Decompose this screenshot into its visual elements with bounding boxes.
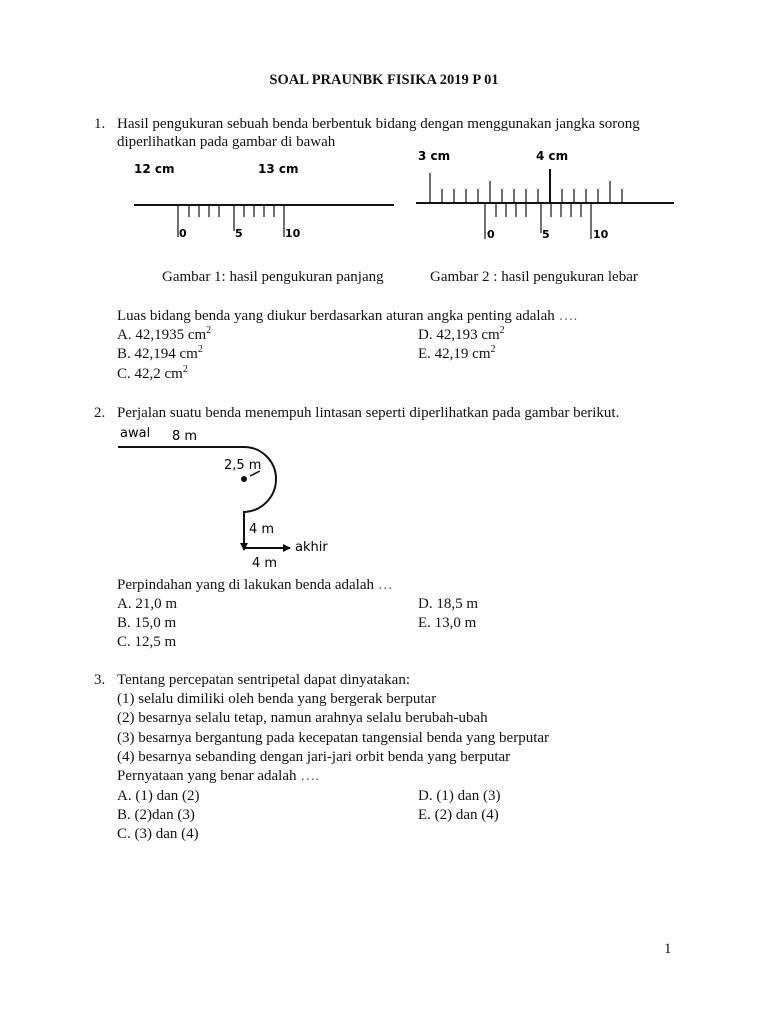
q3-option-c[interactable]: C. (3) dan (4) [117, 826, 199, 842]
q2-option-d[interactable]: D. 18,5 m [418, 596, 478, 612]
path-figure [110, 420, 370, 575]
q2-option-a[interactable]: A. 21,0 m [117, 596, 177, 612]
fig2-main-left-label: 3 cm [418, 149, 451, 163]
circle-center-dot [241, 476, 247, 482]
page-title: SOAL PRAUNBK FISIKA 2019 P 01 [269, 72, 499, 88]
q3-statement-3: (3) besarnya bergantung pada kecepatan tangensial benda yang berputar [117, 730, 550, 746]
fig2-main-right-label: 4 cm [536, 149, 569, 163]
q1-number: 1. [94, 116, 106, 132]
q1-option-d[interactable]: D. 42,193 $cm^2$ [418, 325, 505, 343]
q3-statement-1: (1) selalu dimiliki oleh benda yang bergerak berputar [117, 691, 437, 707]
q1-option-e[interactable]: E. 42,19 $cm^2$ [418, 344, 496, 362]
q1-text-line2: diperlihatkan pada gambar di bawah [117, 134, 336, 150]
path-seg1-label: 8 m [172, 429, 198, 444]
caliper-figure-2 [412, 145, 682, 250]
fig2-vernier-10: 10 [593, 228, 609, 241]
path-seg3-label: 4 m [252, 556, 278, 571]
q3-statement-4: (4) besarnya sebanding dengan jari-jari orbit benda yang berputar [117, 749, 511, 765]
q2-text: Perjalan suatu benda menempuh lintasan seperti diperlihatkan pada gambar berikut. [117, 405, 620, 421]
q2-option-c[interactable]: C. 12,5 m [117, 634, 177, 650]
q3-option-e[interactable]: E. (2) dan (4) [418, 807, 499, 823]
q1-option-c[interactable]: C. 42,2 $cm^2$ [117, 364, 188, 382]
q2-question: Perpindahan yang di lakukan benda adalah … [117, 577, 393, 593]
path-start-label: awal [120, 426, 151, 441]
q3-option-a[interactable]: A. (1) dan (2) [117, 788, 200, 804]
q3-option-b[interactable]: B. (2)dan (3) [117, 807, 195, 823]
q2-option-b[interactable]: B. 15,0 m [117, 615, 177, 631]
fig1-vernier-0: 0 [179, 227, 187, 240]
caliper-figure-1 [125, 155, 405, 250]
q2-number: 2. [94, 405, 106, 421]
fig1-vernier-5: 5 [235, 227, 243, 240]
q3-statement-2: (2) besarnya selalu tetap, namun arahnya selalu berubah-ubah [117, 710, 488, 726]
q1-question: Luas bidang benda yang diukur berdasarkan aturan angka penting adalah …. [117, 308, 578, 324]
q3-text: Tentang percepatan sentripetal dapat dinyatakan: [117, 672, 410, 688]
q3-question: Pernyataan yang benar adalah …. [117, 768, 319, 784]
fig2-vernier-0: 0 [487, 228, 495, 241]
path-radius-label: 2,5 m [224, 458, 262, 473]
fig1-vernier-ticks [178, 205, 284, 237]
q3-option-d[interactable]: D. (1) dan (3) [418, 788, 501, 804]
q2-option-e[interactable]: E. 13,0 m [418, 615, 477, 631]
fig1-vernier-10: 10 [285, 227, 301, 240]
page-number: 1 [664, 941, 672, 957]
fig1-main-right-label: 13 cm [258, 162, 299, 176]
path-seg2-label: 4 m [249, 522, 275, 537]
q3-number: 3. [94, 672, 106, 688]
fig1-caption: Gambar 1: hasil pengukuran panjang [162, 269, 384, 285]
fig2-vernier-5: 5 [542, 228, 550, 241]
fig1-main-left-label: 12 cm [134, 162, 175, 176]
fig2-main-scale-ticks [430, 169, 622, 203]
fig2-caption: Gambar 2 : hasil pengukuran lebar [430, 269, 638, 285]
q1-option-b[interactable]: B. 42,194 $cm^2$ [117, 344, 203, 362]
q1-option-a[interactable]: A. 42,1935 $cm^2$ [117, 325, 212, 343]
fig2-vernier-ticks [485, 203, 591, 239]
path-end-label: akhir [295, 540, 328, 555]
q1-text-line1: Hasil pengukuran sebuah benda berbentuk bidang dengan menggunakan jangka sorong [117, 116, 640, 132]
